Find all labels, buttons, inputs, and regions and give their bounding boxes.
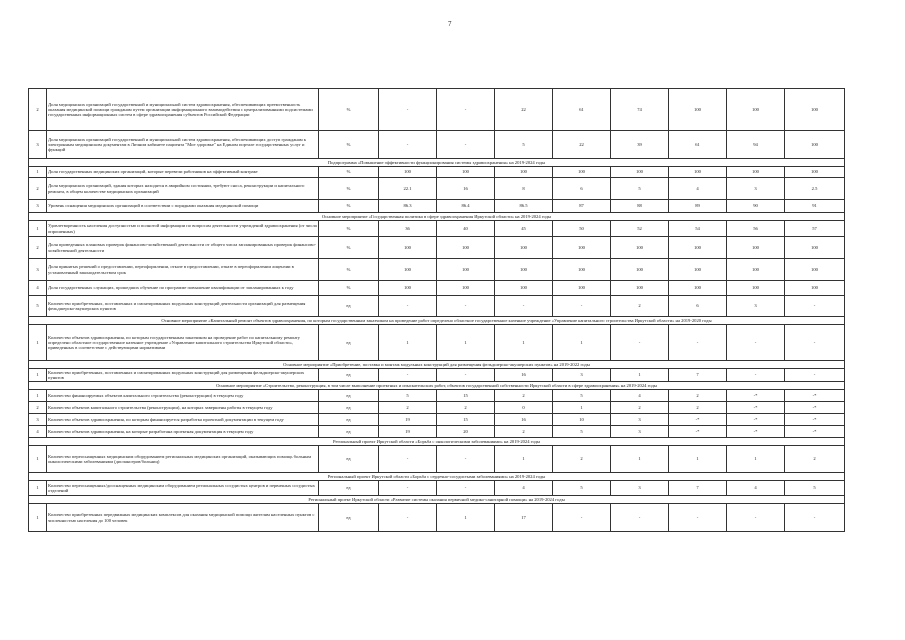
value-cell: - <box>379 89 437 131</box>
value-cell: 100 <box>495 281 553 296</box>
row-number: 4 <box>29 426 47 438</box>
indicator-row <box>29 237 845 259</box>
value-cell: 57 <box>785 221 845 237</box>
row-number: 2 <box>29 178 47 200</box>
value-cell: - <box>495 296 553 317</box>
indicator-row <box>29 167 845 178</box>
unit-cell: % <box>319 178 379 200</box>
value-cell: 1 <box>495 446 553 473</box>
value-cell: - <box>437 446 495 473</box>
value-cell: 2.5 <box>785 178 845 200</box>
value-cell: 100 <box>495 167 553 178</box>
row-number: 1 <box>29 390 47 402</box>
value-cell: - <box>611 504 669 532</box>
value-cell: - <box>611 325 669 361</box>
indicator-name: Количество приобретенных, поставленных и смонтированных модульных конструкций для размещения фельдшерско-акушерских пунктов <box>47 369 319 382</box>
unit-cell: ед <box>319 504 379 532</box>
value-cell: 50 <box>553 221 611 237</box>
row-number: 2 <box>29 402 47 414</box>
value-cell: - <box>437 89 495 131</box>
value-cell: 1 <box>727 446 785 473</box>
value-cell: -* <box>669 426 727 438</box>
value-cell: 100 <box>727 259 785 281</box>
indicator-name: Доля медицинских организаций государственной и муниципальной систем здравоохранения, обеспечивающих доступ гражданам к электронным медицинским документам в Личном кабинете пациента "Мое здоровье" на Едином портале государственных услуг и функций <box>47 131 319 159</box>
value-cell: 4 <box>669 178 727 200</box>
section-title: Региональный проект Иркутской области «Развитие системы оказания первичной медико-санитарной помощи» на 2019-2024 годы <box>29 496 845 504</box>
value-cell: 1 <box>553 325 611 361</box>
indicator-row <box>29 446 845 473</box>
unit-cell: ед <box>319 402 379 414</box>
value-cell: 100 <box>437 167 495 178</box>
unit-cell: % <box>319 167 379 178</box>
value-cell: 100 <box>727 281 785 296</box>
value-cell: 5 <box>379 390 437 402</box>
value-cell: 54 <box>669 221 727 237</box>
indicator-row <box>29 414 845 426</box>
value-cell: 8 <box>495 178 553 200</box>
value-cell: 100 <box>669 281 727 296</box>
value-cell: 74 <box>611 89 669 131</box>
value-cell: - <box>437 481 495 496</box>
value-cell: 87 <box>553 200 611 213</box>
value-cell: - <box>727 325 785 361</box>
unit-cell: ед <box>319 296 379 317</box>
value-cell: - <box>669 504 727 532</box>
value-cell: 15 <box>437 414 495 426</box>
value-cell: 16 <box>495 414 553 426</box>
indicator-row <box>29 259 845 281</box>
value-cell: 100 <box>553 259 611 281</box>
indicator-name: Уровень оснащения медицинских организаций в соответствии с порядками оказания медицинской помощи <box>47 200 319 213</box>
value-cell: 100 <box>437 259 495 281</box>
value-cell: 86.4 <box>437 200 495 213</box>
value-cell: 2 <box>495 390 553 402</box>
value-cell: 17 <box>495 504 553 532</box>
row-number: 1 <box>29 167 47 178</box>
value-cell: 7 <box>669 369 727 382</box>
indicator-row <box>29 178 845 200</box>
value-cell: - <box>785 325 845 361</box>
value-cell: -* <box>669 414 727 426</box>
value-cell: -* <box>785 390 845 402</box>
value-cell: - <box>553 504 611 532</box>
section-title: Региональный проект Иркутской области «Борьба с сердечно-сосудистыми заболеваниями» на 2019-2024 годы <box>29 473 845 481</box>
value-cell: -* <box>727 390 785 402</box>
indicator-row <box>29 481 845 496</box>
value-cell: 100 <box>553 237 611 259</box>
value-cell: 1 <box>437 325 495 361</box>
value-cell: - <box>437 369 495 382</box>
value-cell: -* <box>785 426 845 438</box>
row-number: 2 <box>29 89 47 131</box>
value-cell: 1 <box>379 325 437 361</box>
row-number: 1 <box>29 504 47 532</box>
value-cell: 19 <box>379 414 437 426</box>
value-cell: -* <box>785 414 845 426</box>
value-cell: 5 <box>553 481 611 496</box>
value-cell: - <box>727 369 785 382</box>
row-number: 2 <box>29 237 47 259</box>
row-number: 4 <box>29 281 47 296</box>
value-cell: -* <box>785 402 845 414</box>
value-cell: 100 <box>611 281 669 296</box>
value-cell: 100 <box>553 167 611 178</box>
value-cell: 2 <box>553 446 611 473</box>
unit-cell: % <box>319 200 379 213</box>
value-cell: 3 <box>727 178 785 200</box>
section-header-row <box>29 382 845 390</box>
section-header-row <box>29 496 845 504</box>
indicators-table <box>28 88 845 532</box>
unit-cell: ед <box>319 414 379 426</box>
value-cell: 0 <box>495 402 553 414</box>
indicator-name: Удовлетворенность населения доступностью и полнотой информации по вопросам деятельности учреждений здравоохранения (от числа опрошенных) <box>47 221 319 237</box>
value-cell: 7 <box>669 481 727 496</box>
value-cell: 19 <box>379 426 437 438</box>
value-cell: - <box>379 131 437 159</box>
value-cell: 2 <box>437 402 495 414</box>
indicator-name: Доля проведенных плановых проверок финансово-хозяйственной деятельности от общего числа запланированных проверок финансово-хозяйственной деятельности <box>47 237 319 259</box>
value-cell: - <box>379 481 437 496</box>
value-cell: -* <box>727 402 785 414</box>
value-cell: -* <box>727 426 785 438</box>
value-cell: 6 <box>669 296 727 317</box>
value-cell: 100 <box>379 259 437 281</box>
unit-cell: % <box>319 89 379 131</box>
value-cell: 3 <box>553 369 611 382</box>
section-header-row <box>29 213 845 221</box>
value-cell: 100 <box>379 281 437 296</box>
unit-cell: ед <box>319 426 379 438</box>
indicator-row <box>29 402 845 414</box>
indicator-name: Количество объектов здравоохранения, по которым финансируется разработка проектной документации в текущем году <box>47 414 319 426</box>
value-cell: 100 <box>785 259 845 281</box>
unit-cell: % <box>319 281 379 296</box>
value-cell: 100 <box>785 237 845 259</box>
value-cell: 5 <box>495 131 553 159</box>
value-cell: 4 <box>611 390 669 402</box>
section-title: Подпрограмма «Повышение эффективности функционирования системы здравоохранения» на 2019-2024 годы <box>29 159 845 167</box>
value-cell: 52 <box>611 221 669 237</box>
indicator-name: Количество приобретенных, поставленных и смонтированных модульных конструкций деятельности организаций для размещения фельдшерско-акушерских пунктов <box>47 296 319 317</box>
value-cell: - <box>379 504 437 532</box>
value-cell: 5 <box>785 481 845 496</box>
value-cell: 100 <box>669 167 727 178</box>
row-number: 3 <box>29 200 47 213</box>
indicator-row <box>29 369 845 382</box>
value-cell: 100 <box>437 237 495 259</box>
section-header-row <box>29 361 845 369</box>
value-cell: 2 <box>785 446 845 473</box>
indicator-name: Количество переоснащенных медицинским оборудованием региональных медицинских организаций, оказывающих помощь больным онкологическими заболеваниями (диспансеров/больниц) <box>47 446 319 473</box>
value-cell: 1 <box>611 446 669 473</box>
value-cell: 1 <box>495 325 553 361</box>
indicator-name: Доля медицинских организаций, здания которых находятся в аварийном состоянии, требуют сноса, реконструкции и капитального ремонта, в общем количестве медицинских организаций <box>47 178 319 200</box>
value-cell: - <box>379 369 437 382</box>
value-cell: 56 <box>727 221 785 237</box>
value-cell: - <box>437 131 495 159</box>
indicator-name: Доля принятых решений о предоставлении, переоформлении, отказе в предоставлении, отказе в переоформлении лицензии в установленный законодательством срок <box>47 259 319 281</box>
unit-cell: % <box>319 221 379 237</box>
value-cell: 2 <box>611 296 669 317</box>
value-cell: 89 <box>669 200 727 213</box>
section-title: Основное мероприятие «Государственная политика в сфере здравоохранения Иркутской области» на 2019-2024 годы <box>29 213 845 221</box>
section-title: Основное мероприятие «Капитальный ремонт объектов здравоохранения, по которым государственным заказчиком на проведение работ определено областное государственное казенное учреждение «Управление капитального строительства Иркутской области» на 2019-2020 годы <box>29 317 845 325</box>
value-cell: 1 <box>611 369 669 382</box>
value-cell: 16 <box>495 369 553 382</box>
unit-cell: ед <box>319 446 379 473</box>
value-cell: 1 <box>553 402 611 414</box>
value-cell: 100 <box>785 131 845 159</box>
value-cell: 1 <box>437 504 495 532</box>
indicator-name: Количество объектов здравоохранения, по которым государственным заказчиком на проведение работ по капитальному ремонту определено областное государственное казенное учреждение «Управление капитального строительства Иркутской области», приведенных в соответствие с действующими нормативами <box>47 325 319 361</box>
value-cell: 20 <box>437 426 495 438</box>
section-title: Основное мероприятие «Приобретение, поставка и монтаж модульных конструкций для размещения фельдшерско-акушерских пунктов» на 2019-2022 годы <box>29 361 845 369</box>
value-cell: - <box>379 446 437 473</box>
value-cell: 100 <box>611 237 669 259</box>
value-cell: 100 <box>785 89 845 131</box>
indicator-row <box>29 281 845 296</box>
value-cell: 36 <box>379 221 437 237</box>
value-cell: 88 <box>611 200 669 213</box>
indicator-name: Количество приобретенных передвижных медицинских комплексов для оказания медицинской помощи жителям населенных пунктов с численностью населения до 100 человек <box>47 504 319 532</box>
section-header-row <box>29 317 845 325</box>
value-cell: 15 <box>437 390 495 402</box>
value-cell: - <box>437 296 495 317</box>
row-number: 3 <box>29 414 47 426</box>
value-cell: 100 <box>785 167 845 178</box>
value-cell: 100 <box>553 281 611 296</box>
indicator-row <box>29 296 845 317</box>
value-cell: 86.3 <box>379 200 437 213</box>
row-number: 1 <box>29 481 47 496</box>
unit-cell: ед <box>319 325 379 361</box>
value-cell: 100 <box>727 89 785 131</box>
value-cell: - <box>785 296 845 317</box>
value-cell: 3 <box>611 426 669 438</box>
section-title: Региональный проект Иркутской области «Борьба с онкологическими заболеваниями» на 2019-2024 годы <box>29 438 845 446</box>
unit-cell: ед <box>319 481 379 496</box>
indicator-row <box>29 390 845 402</box>
row-number: 1 <box>29 446 47 473</box>
value-cell: 22 <box>495 89 553 131</box>
indicator-row <box>29 221 845 237</box>
value-cell: 3 <box>727 296 785 317</box>
value-cell: 90 <box>727 200 785 213</box>
value-cell: 1 <box>669 446 727 473</box>
value-cell: 100 <box>611 259 669 281</box>
value-cell: 39 <box>611 131 669 159</box>
value-cell: 100 <box>669 237 727 259</box>
value-cell: 100 <box>727 167 785 178</box>
value-cell: 100 <box>669 89 727 131</box>
value-cell: 91 <box>785 200 845 213</box>
unit-cell: % <box>319 131 379 159</box>
value-cell: 100 <box>437 281 495 296</box>
value-cell: 100 <box>495 259 553 281</box>
section-title: Основное мероприятие «Строительство, реконструкция, в том числе выполнение проектных и изыскательских работ, объектов государственной собственности Иркутской области в сфере здравоохранения» на 2019-2024 годы <box>29 382 845 390</box>
indicator-name: Количество объектов здравоохранения, на которые разработана проектная документация в текущем году <box>47 426 319 438</box>
value-cell: 100 <box>785 281 845 296</box>
value-cell: 40 <box>437 221 495 237</box>
value-cell: 3 <box>611 481 669 496</box>
value-cell: - <box>669 325 727 361</box>
indicator-name: Доля государственных медицинских организаций, которые перевели работников на эффективный контракт <box>47 167 319 178</box>
value-cell: 2 <box>669 402 727 414</box>
section-header-row <box>29 438 845 446</box>
value-cell: - <box>785 369 845 382</box>
value-cell: 6 <box>553 178 611 200</box>
indicator-row <box>29 426 845 438</box>
section-header-row <box>29 159 845 167</box>
value-cell: 100 <box>379 237 437 259</box>
indicator-row <box>29 504 845 532</box>
unit-cell: ед <box>319 369 379 382</box>
unit-cell: ед <box>319 390 379 402</box>
value-cell: 2 <box>379 402 437 414</box>
indicator-name: Доля медицинских организаций государственной и муниципальной систем здравоохранения, обеспечивающих преемственность оказания медицинской помощи гражданам путем организации информационного взаимодействия с централизованными подсистемами государственных информационных систем в сфере здравоохранения субъектов Российской Федерации <box>47 89 319 131</box>
row-number: 3 <box>29 131 47 159</box>
indicator-name: Доля государственных служащих, прошедших обучение по программе повышение квалификации от запланированных к году <box>47 281 319 296</box>
value-cell: 4 <box>727 481 785 496</box>
indicator-row <box>29 131 845 159</box>
indicator-name: Количество финансируемых объектов капитального строительства (реконструкции) в текущем году <box>47 390 319 402</box>
value-cell: 16 <box>437 178 495 200</box>
value-cell: - <box>553 296 611 317</box>
unit-cell: % <box>319 237 379 259</box>
value-cell: 10 <box>553 414 611 426</box>
value-cell: 61 <box>553 89 611 131</box>
value-cell: 22.1 <box>379 178 437 200</box>
unit-cell: % <box>319 259 379 281</box>
value-cell: 100 <box>669 259 727 281</box>
value-cell: 4 <box>495 481 553 496</box>
value-cell: 5 <box>553 390 611 402</box>
indicator-row <box>29 89 845 131</box>
indicator-name: Количество переоснащенных/дооснащенных медицинским оборудованием региональных сосудистых центров и первичных сосудистых отделений <box>47 481 319 496</box>
value-cell: 2 <box>669 390 727 402</box>
value-cell: 61 <box>669 131 727 159</box>
value-cell: - <box>785 504 845 532</box>
value-cell: -* <box>727 414 785 426</box>
row-number: 1 <box>29 325 47 361</box>
value-cell: - <box>379 296 437 317</box>
page-number: 7 <box>448 20 452 28</box>
value-cell: - <box>727 504 785 532</box>
indicator-name: Количество объектов капитального строительства (реконструкции), на которых завершены работы в текущем году <box>47 402 319 414</box>
row-number: 5 <box>29 296 47 317</box>
value-cell: 94 <box>727 131 785 159</box>
value-cell: 2 <box>611 402 669 414</box>
row-number: 1 <box>29 369 47 382</box>
value-cell: 2 <box>495 426 553 438</box>
value-cell: 45 <box>495 221 553 237</box>
section-header-row <box>29 473 845 481</box>
value-cell: 100 <box>379 167 437 178</box>
value-cell: 100 <box>495 237 553 259</box>
value-cell: 5 <box>553 426 611 438</box>
indicator-row <box>29 325 845 361</box>
value-cell: 3 <box>611 414 669 426</box>
value-cell: 22 <box>553 131 611 159</box>
row-number: 1 <box>29 221 47 237</box>
indicator-row <box>29 200 845 213</box>
value-cell: 86.5 <box>495 200 553 213</box>
value-cell: 100 <box>611 167 669 178</box>
row-number: 3 <box>29 259 47 281</box>
value-cell: 5 <box>611 178 669 200</box>
value-cell: 100 <box>727 237 785 259</box>
